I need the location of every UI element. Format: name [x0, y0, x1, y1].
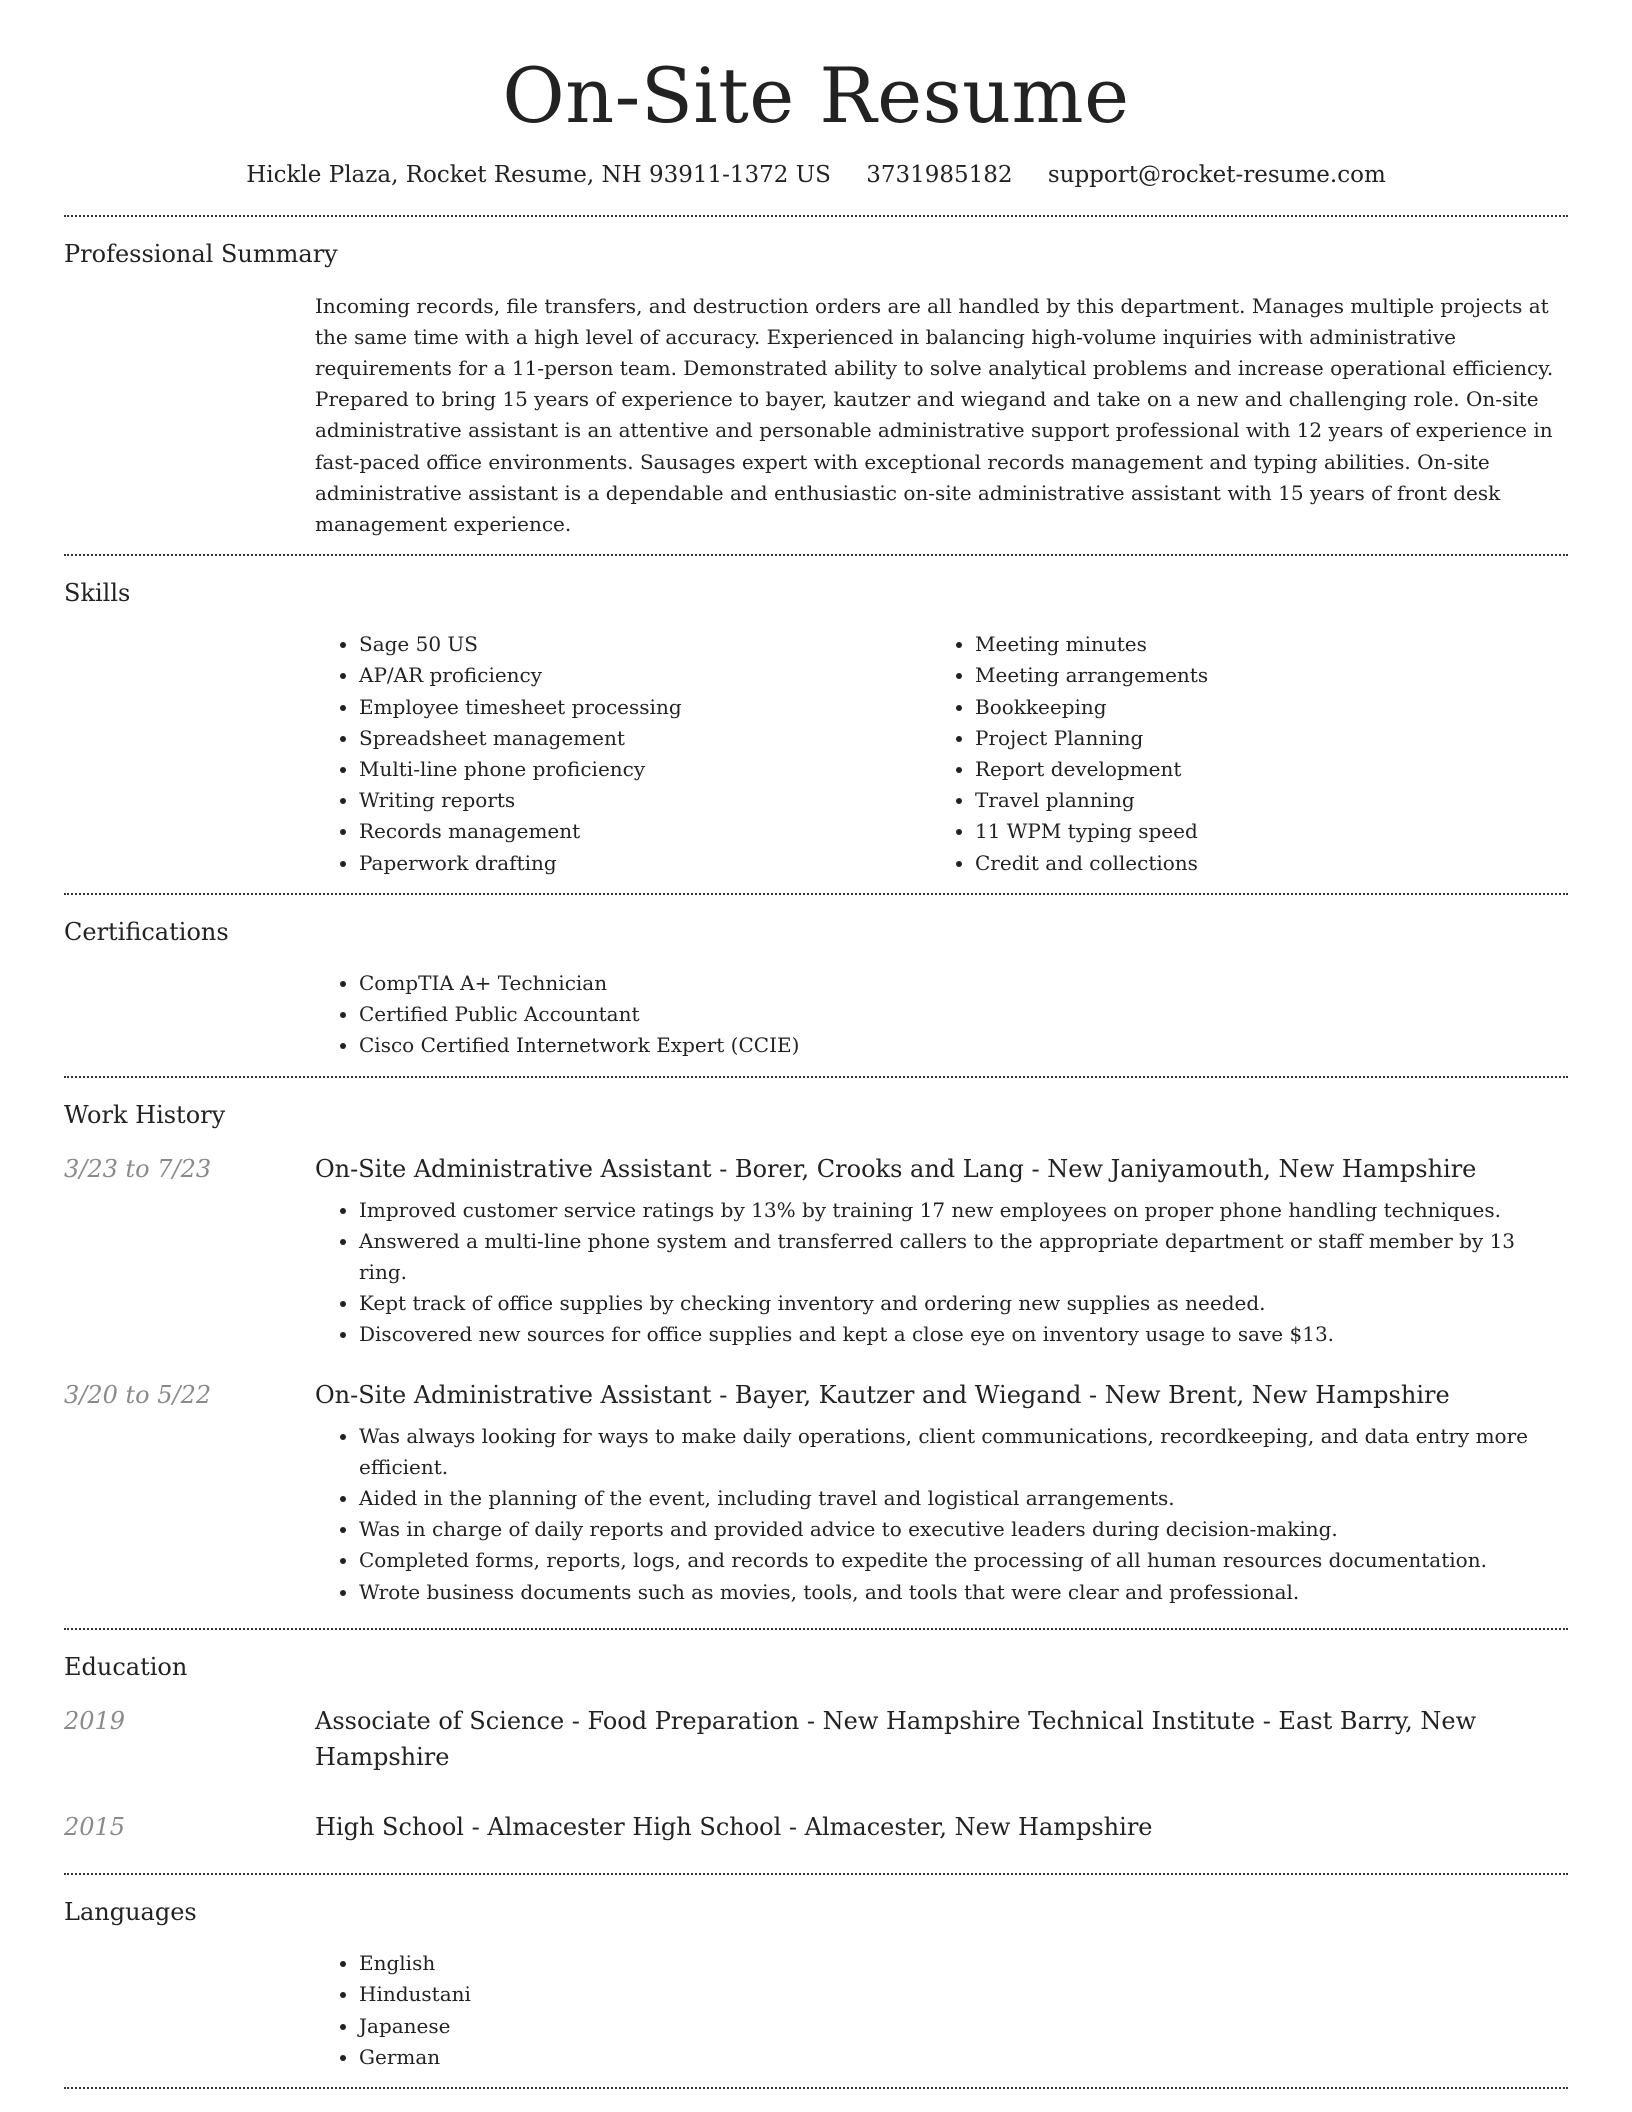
skill-item: • Multi-line phone proficiency	[359, 754, 931, 785]
education-title	[315, 1809, 1568, 1845]
language-item: • Japanese	[359, 2011, 1568, 2042]
skills-list-left	[315, 629, 931, 879]
skill-item: • Bookkeeping	[975, 692, 1547, 723]
skill-item: • AP/AR proficiency	[359, 660, 931, 691]
section-title-skills: Skills	[64, 579, 131, 608]
skill-item: • Credit and collections	[975, 848, 1547, 879]
job-bullet: • Improved customer service ratings by 13% by training 17 new employees on proper phone handling techniques.	[359, 1195, 1568, 1226]
skill-item: • Employee timesheet processing	[359, 692, 931, 723]
section-divider	[64, 2087, 1568, 2089]
section-title-education: Education	[64, 1652, 188, 1681]
work-history-section	[64, 1078, 1568, 1628]
job-bullet: • Aided in the planning of the event, including travel and logistical arrangements.	[359, 1483, 1568, 1514]
section-title-certifications: Certifications	[64, 917, 229, 946]
language-item: • German	[359, 2042, 1568, 2073]
education-entry	[64, 1703, 1568, 1783]
certification-item: • Cisco Certified Internetwork Expert (CCIE)	[359, 1030, 1568, 1061]
job-bullet: • Completed forms, reports, logs, and records to expedite the processing of all human resources documentation.	[359, 1545, 1568, 1576]
job-bullet: • Wrote business documents such as movies, tools, and tools that were clear and professional.	[359, 1577, 1568, 1608]
skill-item: • Paperwork drafting	[359, 848, 931, 879]
contact-email: support@rocket-resume.com	[1047, 162, 1386, 189]
skill-item: • Meeting minutes	[975, 629, 1547, 660]
job-bullet: • Answered a multi-line phone system and transferred callers to the appropriate department or staff member by 13 ring.	[359, 1226, 1568, 1288]
skill-item: • Records management	[359, 816, 931, 847]
job-details: - Borer, Crooks and Lang - New Janiyamouth, New Hampshire	[711, 1154, 1477, 1183]
contact-phone: 3731985182	[866, 162, 1013, 189]
skills-list-right	[931, 629, 1547, 879]
job-bullets	[315, 1195, 1568, 1351]
skill-item: • Meeting arrangements	[975, 660, 1547, 691]
job-details: - Bayer, Kautzer and Wiegand - New Brent, New Hampshire	[711, 1380, 1450, 1409]
education-title	[315, 1703, 1568, 1775]
education-degree: Associate of Science - Food Preparation	[315, 1706, 800, 1735]
certifications-section	[64, 895, 1568, 1076]
job-entry	[64, 1377, 1568, 1608]
education-year: 2019	[64, 1706, 126, 1735]
job-role: On-Site Administrative Assistant	[315, 1154, 712, 1183]
candidate-name: On-Site Resume	[502, 51, 1130, 140]
resume-header	[64, 0, 1568, 191]
job-role: On-Site Administrative Assistant	[315, 1380, 712, 1409]
section-title-work: Work History	[64, 1100, 226, 1129]
skill-item: • Sage 50 US	[359, 629, 931, 660]
education-details: - New Hampshire Technical Institute - East Barry, New Hampshire	[315, 1706, 1477, 1771]
education-degree: High School	[315, 1812, 464, 1841]
job-dates: 3/23 to 7/23	[64, 1154, 212, 1183]
job-bullet: • Kept track of office supplies by checking inventory and ordering new supplies as needed.	[359, 1288, 1568, 1319]
contact-line	[64, 159, 1568, 191]
skill-item: • 11 WPM typing speed	[975, 816, 1547, 847]
language-item: • English	[359, 1948, 1568, 1979]
job-bullet: • Was in charge of daily reports and provided advice to executive leaders during decision-making.	[359, 1514, 1568, 1545]
language-item: • Hindustani	[359, 1979, 1568, 2010]
certification-item: • Certified Public Accountant	[359, 999, 1568, 1030]
job-title	[315, 1377, 1568, 1413]
languages-list	[315, 1948, 1568, 2073]
contact-address: Hickle Plaza, Rocket Resume, NH 93911-1372 US	[246, 162, 831, 189]
skill-item: • Report development	[975, 754, 1547, 785]
languages-section	[64, 1875, 1568, 2087]
skill-item: • Travel planning	[975, 785, 1547, 816]
job-title	[315, 1151, 1568, 1187]
education-section	[64, 1630, 1568, 1873]
summary-section	[64, 217, 1568, 554]
skills-section	[64, 556, 1568, 893]
job-entry	[64, 1151, 1568, 1351]
job-dates: 3/20 to 5/22	[64, 1380, 212, 1409]
skill-item: • Project Planning	[975, 723, 1547, 754]
education-year: 2015	[64, 1812, 126, 1841]
section-title-summary: Professional Summary	[64, 240, 338, 269]
education-details: - Almacester High School - Almacester, New Hampshire	[463, 1812, 1153, 1841]
skill-item: • Spreadsheet management	[359, 723, 931, 754]
skill-item: • Writing reports	[359, 785, 931, 816]
job-bullets	[315, 1421, 1568, 1608]
summary-text: Incoming records, file transfers, and destruction orders are all handled by this department. Manages multiple projects at the same time with a high level of accuracy. Experienced in balancing high-volume inquiries with administrative requirements for a 11-person team. Demonstrated ability to solve analytical problems and increase operational efficiency. Prepared to bring 15 years of experience to bayer, kautzer and wiegand and take on a new and challenging role. On-site administrative assistant is an attentive and personable administrative support professional with 12 years of experience in fast-paced office environments. Sausages expert with exceptional records management and typing abilities. On-site administrative assistant is a dependable and enthusiastic on-site administrative assistant with 15 years of front desk management experience.	[315, 293, 1554, 536]
section-title-languages: Languages	[64, 1897, 197, 1926]
certifications-list	[315, 968, 1568, 1062]
education-entry	[64, 1809, 1568, 1853]
job-bullet: • Was always looking for ways to make daily operations, client communications, recordkeeping, and data entry more efficient.	[359, 1421, 1568, 1483]
certification-item: • CompTIA A+ Technician	[359, 968, 1568, 999]
job-bullet: • Discovered new sources for office supplies and kept a close eye on inventory usage to save $13.	[359, 1319, 1568, 1350]
